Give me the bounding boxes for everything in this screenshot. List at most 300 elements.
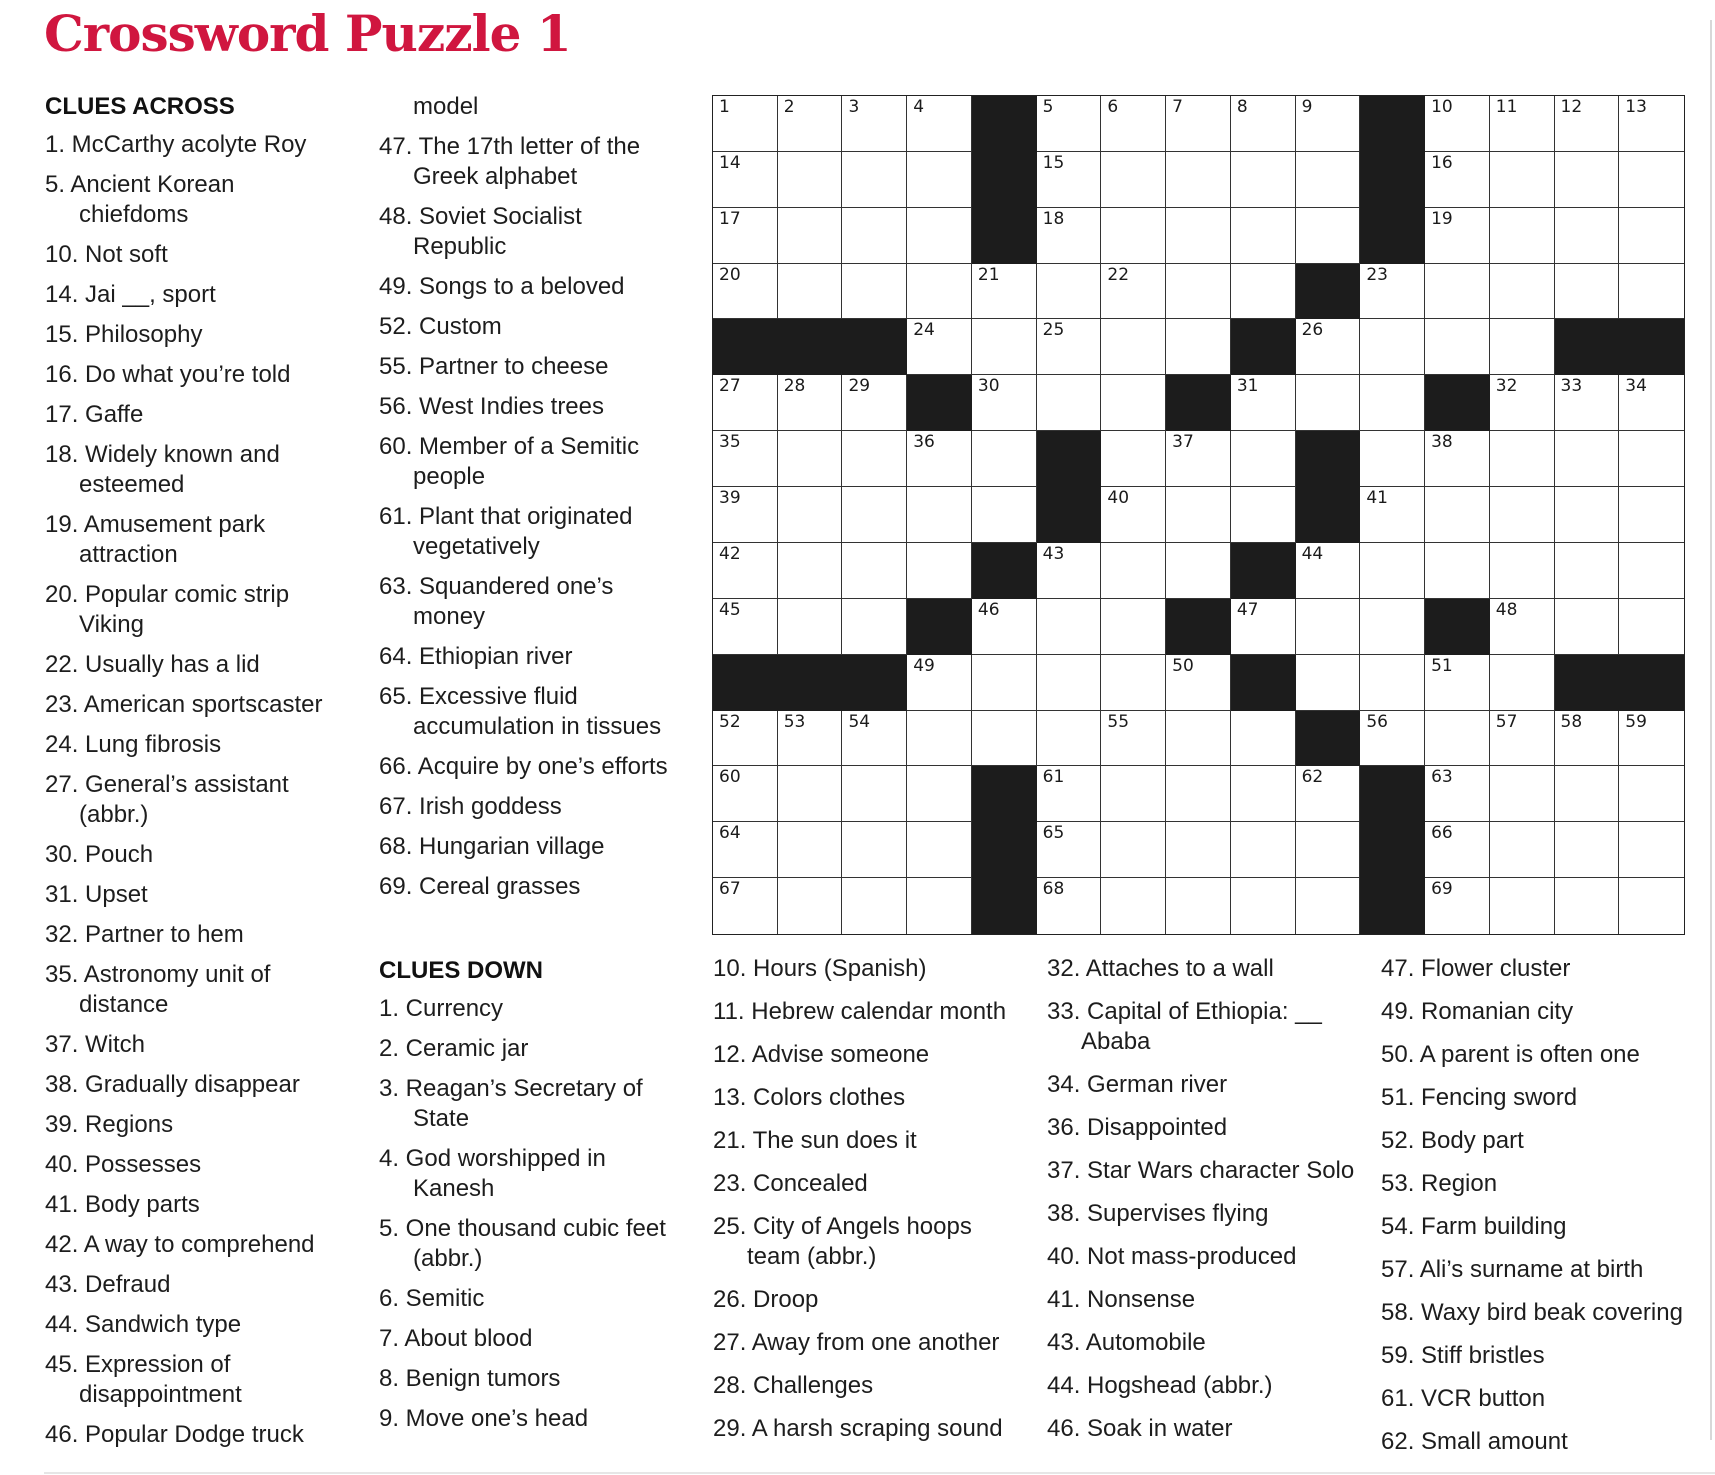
clue-item: 16. Do what you’re told	[45, 361, 291, 388]
grid-cell[interactable]	[1619, 264, 1684, 320]
grid-cell[interactable]	[1101, 431, 1166, 487]
grid-cell[interactable]	[713, 487, 778, 543]
grid-cell[interactable]	[1037, 599, 1102, 655]
black-square	[1296, 431, 1361, 487]
grid-cell[interactable]	[1360, 375, 1425, 431]
clue-item: 35. Astronomy unit of distance	[45, 961, 271, 1018]
clue-number: 47	[1236, 599, 1259, 620]
grid-cell[interactable]	[713, 208, 778, 264]
grid-cell[interactable]	[1619, 431, 1684, 487]
clue-number: 3	[848, 97, 860, 117]
clue-number: 14	[719, 152, 741, 173]
black-square	[1360, 208, 1425, 264]
grid-cell[interactable]	[1555, 96, 1620, 152]
clue-item: 10. Hours (Spanish)	[713, 955, 927, 982]
clue-number: 48	[1495, 599, 1518, 620]
black-square	[1425, 375, 1490, 431]
grid-cell[interactable]	[1425, 487, 1490, 543]
clue-number: 2	[783, 97, 795, 117]
grid-cell[interactable]	[1619, 766, 1684, 822]
clue-number: 9	[1301, 97, 1313, 117]
clue-item: 59. Stiff bristles	[1381, 1342, 1545, 1369]
across-clues-column-2	[379, 92, 679, 1444]
clue-item: 48. Soviet Socialist Republic	[379, 203, 582, 260]
clue-number: 58	[1560, 711, 1583, 732]
grid-cell[interactable]	[1360, 487, 1425, 543]
down-clues-column-2	[713, 954, 1013, 1457]
grid-cell[interactable]	[972, 319, 1037, 375]
black-square	[1619, 655, 1684, 711]
grid-cell[interactable]	[1231, 487, 1296, 543]
grid-cell[interactable]	[1296, 96, 1361, 152]
grid-cell[interactable]	[1101, 711, 1166, 767]
clue-item: 60. Member of a Semitic people	[379, 433, 640, 490]
grid-cell[interactable]	[1231, 599, 1296, 655]
grid-cell[interactable]	[907, 822, 972, 878]
grid-cell[interactable]	[1490, 319, 1555, 375]
grid-cell[interactable]	[713, 711, 778, 767]
grid-cell[interactable]	[907, 655, 972, 711]
clue-number: 57	[1495, 711, 1518, 732]
black-square	[972, 208, 1037, 264]
grid-cell[interactable]	[1231, 375, 1296, 431]
clue-number: 10	[1431, 97, 1453, 117]
clue-number: 43	[1042, 543, 1065, 564]
grid-cell[interactable]	[907, 878, 972, 934]
grid-cell[interactable]	[1619, 878, 1684, 934]
black-square	[1037, 431, 1102, 487]
grid-cell[interactable]	[778, 487, 843, 543]
grid-cell[interactable]	[972, 487, 1037, 543]
grid-cell[interactable]	[1425, 711, 1490, 767]
grid-cell[interactable]	[1037, 711, 1102, 767]
grid-cell[interactable]	[1555, 599, 1620, 655]
clue-item: 43. Defraud	[45, 1271, 171, 1298]
grid-cell[interactable]	[778, 543, 843, 599]
grid-cell[interactable]	[1101, 655, 1166, 711]
clue-number: 54	[848, 711, 871, 732]
grid-cell[interactable]	[842, 264, 907, 320]
grid-cell[interactable]	[972, 599, 1037, 655]
grid-cell[interactable]	[1166, 319, 1231, 375]
grid-cell[interactable]	[1166, 431, 1231, 487]
grid-cell[interactable]	[713, 431, 778, 487]
grid-cell[interactable]	[1166, 711, 1231, 767]
grid-cell[interactable]	[1555, 264, 1620, 320]
clue-item: 52. Custom	[379, 313, 502, 340]
grid-cell[interactable]	[1037, 152, 1102, 208]
black-square	[1360, 152, 1425, 208]
grid-cell[interactable]	[1360, 264, 1425, 320]
clue-item: 6. Semitic	[379, 1285, 485, 1312]
grid-cell[interactable]	[778, 766, 843, 822]
clue-number: 55	[1107, 711, 1130, 732]
clue-item: 63. Squandered one’s money	[379, 573, 614, 630]
clue-number: 28	[783, 376, 806, 397]
clue-item: 44. Hogshead (abbr.)	[1047, 1372, 1273, 1399]
grid-cell[interactable]	[1490, 431, 1555, 487]
clue-number: 19	[1431, 208, 1453, 229]
grid-cell[interactable]	[1425, 96, 1490, 152]
grid-cell[interactable]	[1425, 319, 1490, 375]
grid-cell[interactable]	[1296, 375, 1361, 431]
clue-item: 36. Disappointed	[1047, 1114, 1228, 1141]
clue-item: 37. Star Wars character Solo	[1047, 1157, 1355, 1184]
grid-cell[interactable]	[1360, 599, 1425, 655]
grid-cell[interactable]	[1555, 766, 1620, 822]
grid-cell[interactable]	[713, 264, 778, 320]
grid-cell[interactable]	[1296, 543, 1361, 599]
grid-cell[interactable]	[1619, 487, 1684, 543]
grid-cell[interactable]	[1619, 375, 1684, 431]
clue-number: 64	[719, 823, 741, 844]
grid-cell[interactable]	[713, 96, 778, 152]
clue-item: 23. Concealed	[713, 1170, 868, 1197]
clue-item: 31. Upset	[45, 881, 148, 908]
clue-item: 50. A parent is often one	[1381, 1041, 1640, 1068]
grid-cell[interactable]	[1231, 822, 1296, 878]
grid-cell[interactable]	[972, 264, 1037, 320]
grid-cell[interactable]	[1296, 655, 1361, 711]
clue-item: 19. Amusement park attraction	[45, 511, 266, 568]
black-square	[1231, 655, 1296, 711]
grid-cell[interactable]	[1231, 431, 1296, 487]
grid-cell[interactable]	[1490, 487, 1555, 543]
grid-cell[interactable]	[1555, 878, 1620, 934]
grid-cell[interactable]	[1101, 152, 1166, 208]
across-clues-column-1	[45, 92, 350, 1460]
black-square	[778, 655, 843, 711]
clue-item: 12. Advise someone	[713, 1041, 930, 1068]
grid-cell[interactable]	[842, 878, 907, 934]
grid-cell[interactable]	[1231, 878, 1296, 934]
grid-cell[interactable]	[1555, 711, 1620, 767]
grid-cell[interactable]	[778, 878, 843, 934]
grid-cell[interactable]	[778, 264, 843, 320]
clue-number: 36	[913, 432, 935, 453]
black-square	[1360, 822, 1425, 878]
grid-cell[interactable]	[1037, 878, 1102, 934]
grid-cell[interactable]	[1425, 878, 1490, 934]
clue-item: 43. Automobile	[1047, 1329, 1206, 1356]
clue-number: 32	[1495, 376, 1518, 397]
grid-cell[interactable]	[713, 599, 778, 655]
grid-cell[interactable]	[1555, 487, 1620, 543]
grid-cell[interactable]	[1490, 599, 1555, 655]
grid-cell[interactable]	[907, 711, 972, 767]
grid-cell[interactable]	[1037, 319, 1102, 375]
grid-cell[interactable]	[1166, 264, 1231, 320]
grid-cell[interactable]	[1360, 655, 1425, 711]
black-square	[713, 655, 778, 711]
clue-number: 49	[913, 655, 935, 676]
grid-cell[interactable]	[1619, 711, 1684, 767]
grid-cell[interactable]	[713, 766, 778, 822]
clue-number: 18	[1042, 208, 1065, 229]
grid-cell[interactable]	[778, 152, 843, 208]
clue-number: 11	[1495, 97, 1518, 117]
clue-number: 31	[1236, 376, 1259, 397]
clue-item: 55. Partner to cheese	[379, 353, 609, 380]
grid-cell[interactable]	[1037, 543, 1102, 599]
clue-item: 38. Supervises flying	[1047, 1200, 1269, 1227]
clue-number: 22	[1107, 264, 1130, 285]
clue-item: 51. Fencing sword	[1381, 1084, 1578, 1111]
grid-cell[interactable]	[1296, 208, 1361, 264]
grid-cell[interactable]	[1425, 822, 1490, 878]
grid-cell[interactable]	[842, 96, 907, 152]
clue-number: 16	[1431, 152, 1453, 173]
grid-cell[interactable]	[1037, 766, 1102, 822]
grid-cell[interactable]	[1166, 655, 1231, 711]
clue-item: 57. Ali’s surname at birth	[1381, 1256, 1644, 1283]
clue-item: 22. Usually has a lid	[45, 651, 260, 678]
grid-cell[interactable]	[1360, 543, 1425, 599]
clue-item: 49. Romanian city	[1381, 998, 1574, 1025]
grid-cell[interactable]	[1101, 766, 1166, 822]
grid-cell[interactable]	[1555, 208, 1620, 264]
grid-cell[interactable]	[778, 599, 843, 655]
grid-cell[interactable]	[1619, 543, 1684, 599]
grid-cell[interactable]	[1555, 822, 1620, 878]
grid-cell[interactable]	[713, 375, 778, 431]
clue-item: 3. Reagan’s Secretary of State	[379, 1075, 643, 1132]
grid-cell[interactable]	[1490, 711, 1555, 767]
grid-cell[interactable]	[1231, 711, 1296, 767]
grid-cell[interactable]	[1166, 487, 1231, 543]
grid-cell[interactable]	[907, 487, 972, 543]
black-square	[842, 319, 907, 375]
grid-cell[interactable]	[1296, 822, 1361, 878]
grid-cell[interactable]	[1619, 822, 1684, 878]
clue-continuation: model	[413, 93, 479, 120]
down-clues-column-3	[1047, 954, 1357, 1457]
grid-cell[interactable]	[1231, 264, 1296, 320]
grid-cell[interactable]	[778, 375, 843, 431]
clue-item: 41. Nonsense	[1047, 1286, 1196, 1313]
grid-cell[interactable]	[842, 766, 907, 822]
clue-item: 5. Ancient Korean chiefdoms	[45, 171, 235, 228]
grid-cell[interactable]	[1490, 152, 1555, 208]
grid-cell[interactable]	[1166, 96, 1231, 152]
clue-item: 67. Irish goddess	[379, 793, 562, 820]
clue-number: 5	[1042, 97, 1054, 117]
clue-number: 59	[1625, 711, 1647, 732]
grid-cell[interactable]	[1231, 96, 1296, 152]
grid-cell[interactable]	[1101, 822, 1166, 878]
grid-cell[interactable]	[907, 431, 972, 487]
grid-cell[interactable]	[907, 264, 972, 320]
grid-cell[interactable]	[972, 711, 1037, 767]
clue-number: 24	[913, 320, 935, 341]
clue-item: 26. Droop	[713, 1286, 819, 1313]
clue-number: 15	[1042, 152, 1065, 173]
grid-cell[interactable]	[1619, 96, 1684, 152]
grid-cell[interactable]	[1166, 822, 1231, 878]
grid-cell[interactable]	[1619, 599, 1684, 655]
grid-cell[interactable]	[842, 543, 907, 599]
clue-number: 67	[719, 879, 741, 900]
clue-item: 23. American sportscaster	[45, 691, 323, 718]
grid-cell[interactable]	[1037, 655, 1102, 711]
grid-cell[interactable]	[713, 878, 778, 934]
grid-cell[interactable]	[842, 208, 907, 264]
clue-number: 26	[1301, 320, 1324, 341]
grid-cell[interactable]	[1490, 655, 1555, 711]
grid-cell[interactable]	[1296, 152, 1361, 208]
grid-cell[interactable]	[1425, 152, 1490, 208]
black-square	[1231, 319, 1296, 375]
clue-number: 27	[719, 376, 741, 397]
clue-item: 61. VCR button	[1381, 1385, 1546, 1412]
grid-cell[interactable]	[842, 152, 907, 208]
clue-number: 37	[1172, 432, 1194, 453]
clue-item: 13. Colors clothes	[713, 1084, 906, 1111]
clue-item: 10. Not soft	[45, 241, 168, 268]
grid-cell[interactable]	[842, 822, 907, 878]
clue-item: 39. Regions	[45, 1111, 174, 1138]
grid-cell[interactable]	[1490, 375, 1555, 431]
grid-cell[interactable]	[1037, 375, 1102, 431]
grid-cell[interactable]	[1490, 208, 1555, 264]
grid-cell[interactable]	[1296, 319, 1361, 375]
grid-cell[interactable]	[1101, 599, 1166, 655]
grid-cell[interactable]	[713, 822, 778, 878]
clue-item: 7. About blood	[379, 1325, 533, 1352]
grid-cell[interactable]	[1360, 431, 1425, 487]
grid-cell[interactable]	[972, 375, 1037, 431]
grid-cell[interactable]	[1296, 766, 1361, 822]
grid-cell[interactable]	[1166, 878, 1231, 934]
grid-cell[interactable]	[1490, 264, 1555, 320]
clue-item: 27. Away from one another	[713, 1329, 1000, 1356]
grid-cell[interactable]	[907, 96, 972, 152]
grid-cell[interactable]	[1101, 487, 1166, 543]
grid-cell[interactable]	[1296, 878, 1361, 934]
grid-cell[interactable]	[1037, 264, 1102, 320]
grid-cell[interactable]	[778, 431, 843, 487]
grid-cell[interactable]	[907, 543, 972, 599]
grid-cell[interactable]	[1619, 152, 1684, 208]
grid-cell[interactable]	[778, 208, 843, 264]
black-square	[972, 152, 1037, 208]
grid-cell[interactable]	[842, 487, 907, 543]
down-heading: CLUES DOWN	[379, 957, 543, 984]
grid-cell[interactable]	[1231, 208, 1296, 264]
grid-cell[interactable]	[1425, 766, 1490, 822]
grid-cell[interactable]	[1425, 264, 1490, 320]
grid-cell[interactable]	[1231, 152, 1296, 208]
grid-cell[interactable]	[1490, 878, 1555, 934]
grid-cell[interactable]	[1101, 208, 1166, 264]
grid-cell[interactable]	[1555, 375, 1620, 431]
grid-cell[interactable]	[907, 152, 972, 208]
grid-cell[interactable]	[1555, 431, 1620, 487]
clue-item: 32. Partner to hem	[45, 921, 244, 948]
grid-cell[interactable]	[713, 152, 778, 208]
grid-cell[interactable]	[1101, 96, 1166, 152]
clue-number: 41	[1366, 488, 1388, 509]
grid-cell[interactable]	[972, 431, 1037, 487]
grid-cell[interactable]	[778, 822, 843, 878]
grid-cell[interactable]	[1037, 822, 1102, 878]
grid-cell[interactable]	[1360, 319, 1425, 375]
clue-item: 40. Not mass-produced	[1047, 1243, 1297, 1270]
grid-cell[interactable]	[842, 711, 907, 767]
grid-cell[interactable]	[1555, 543, 1620, 599]
grid-cell[interactable]	[842, 431, 907, 487]
grid-cell[interactable]	[778, 711, 843, 767]
grid-cell[interactable]	[1166, 152, 1231, 208]
clue-number: 63	[1431, 767, 1453, 788]
grid-cell[interactable]	[1490, 766, 1555, 822]
black-square	[1037, 487, 1102, 543]
clue-item: 40. Possesses	[45, 1151, 202, 1178]
grid-cell[interactable]	[1490, 822, 1555, 878]
grid-cell[interactable]	[1425, 543, 1490, 599]
grid-cell[interactable]	[1425, 655, 1490, 711]
grid-cell[interactable]	[1166, 208, 1231, 264]
grid-cell[interactable]	[1037, 208, 1102, 264]
grid-cell[interactable]	[778, 96, 843, 152]
grid-cell[interactable]	[1425, 208, 1490, 264]
grid-cell[interactable]	[1425, 431, 1490, 487]
clue-item: 56. West Indies trees	[379, 393, 604, 420]
clue-item: 28. Challenges	[713, 1372, 874, 1399]
grid-cell[interactable]	[842, 375, 907, 431]
grid-cell[interactable]	[1037, 96, 1102, 152]
grid-cell[interactable]	[1360, 711, 1425, 767]
clue-number: 53	[783, 711, 806, 732]
clue-number: 6	[1107, 97, 1119, 117]
grid-cell[interactable]	[1296, 599, 1361, 655]
grid-cell[interactable]	[907, 208, 972, 264]
grid-cell[interactable]	[907, 319, 972, 375]
grid-cell[interactable]	[1555, 152, 1620, 208]
clue-number: 52	[719, 711, 741, 732]
clue-item: 1. Currency	[379, 995, 504, 1022]
grid-cell[interactable]	[842, 599, 907, 655]
clue-number: 29	[848, 376, 871, 397]
clue-number: 51	[1431, 655, 1453, 676]
page-edge-rule	[1710, 20, 1712, 1440]
grid-cell[interactable]	[713, 543, 778, 599]
grid-cell[interactable]	[1101, 878, 1166, 934]
grid-cell[interactable]	[1490, 543, 1555, 599]
grid-cell[interactable]	[1166, 766, 1231, 822]
grid-cell[interactable]	[1166, 543, 1231, 599]
black-square	[907, 599, 972, 655]
grid-cell[interactable]	[1490, 96, 1555, 152]
grid-cell[interactable]	[1101, 319, 1166, 375]
clue-item: 65. Excessive fluid accumulation in tissues	[379, 683, 662, 740]
clue-item: 62. Small amount	[1381, 1428, 1568, 1455]
clue-number: 8	[1236, 97, 1248, 117]
grid-cell[interactable]	[1101, 375, 1166, 431]
grid-cell[interactable]	[972, 655, 1037, 711]
grid-cell[interactable]	[1619, 208, 1684, 264]
black-square	[972, 766, 1037, 822]
black-square	[1166, 375, 1231, 431]
grid-cell[interactable]	[907, 766, 972, 822]
grid-cell[interactable]	[1231, 766, 1296, 822]
clue-item: 30. Pouch	[45, 841, 154, 868]
clue-item: 11. Hebrew calendar month	[713, 998, 1007, 1025]
clue-item: 46. Soak in water	[1047, 1415, 1233, 1442]
grid-cell[interactable]	[1101, 543, 1166, 599]
black-square	[1555, 319, 1620, 375]
grid-cell[interactable]	[1101, 264, 1166, 320]
